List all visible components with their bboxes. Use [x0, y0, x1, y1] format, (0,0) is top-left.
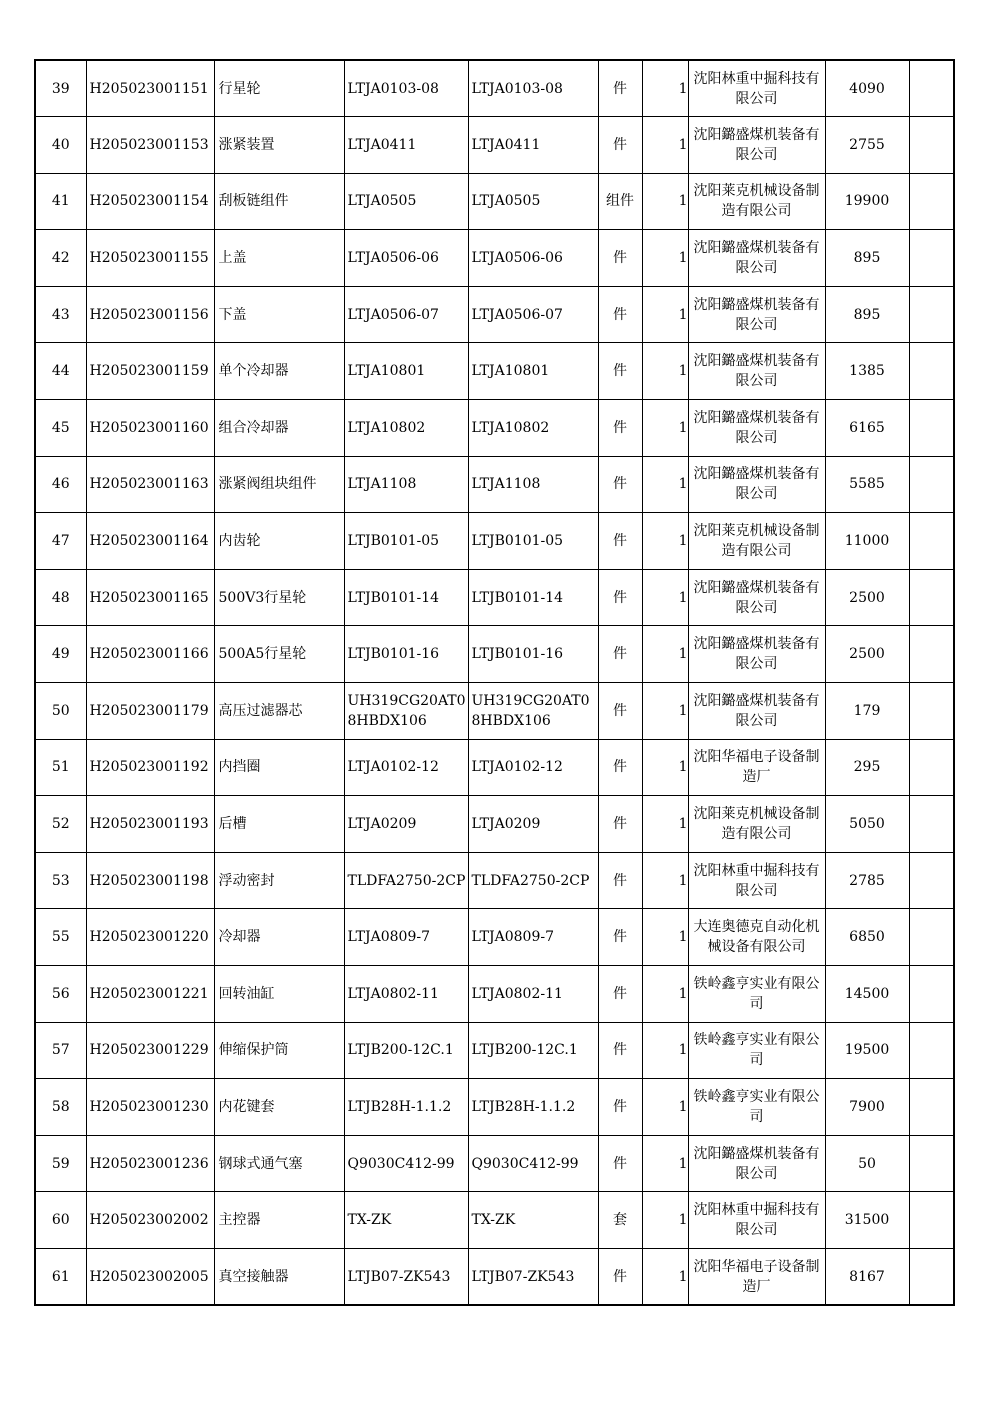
specification: LTJA0209 [344, 796, 468, 853]
row-number: 42 [35, 230, 86, 287]
unit: 套 [598, 1192, 642, 1249]
quantity: 1 [642, 1135, 688, 1192]
table-row [35, 230, 954, 287]
supplier: 铁岭鑫亨实业有限公司 [688, 1079, 825, 1136]
model-number: LTJB200-12C.1 [468, 1022, 598, 1079]
unit: 件 [598, 230, 642, 287]
part-name: 真空接触器 [214, 1248, 344, 1305]
remarks-cell [909, 626, 954, 683]
part-name: 刮板链组件 [214, 173, 344, 230]
row-number: 43 [35, 286, 86, 343]
table-row [35, 173, 954, 230]
table-row [35, 626, 954, 683]
price: 50 [825, 1135, 909, 1192]
model-number: LTJA1108 [468, 456, 598, 513]
supplier: 沈阳鏴盛煤机装备有限公司 [688, 286, 825, 343]
model-number: UH319CG20AT08HBDX106 [468, 683, 598, 740]
table-row [35, 1192, 954, 1249]
material-code: H205023001236 [86, 1135, 214, 1192]
price: 1385 [825, 343, 909, 400]
supplier: 沈阳林重中掘科技有限公司 [688, 852, 825, 909]
specification: TLDFA2750-2CP [344, 852, 468, 909]
table-row [35, 513, 954, 570]
price: 14500 [825, 966, 909, 1023]
model-number: LTJA0802-11 [468, 966, 598, 1023]
price: 2500 [825, 626, 909, 683]
table-row [35, 60, 954, 117]
part-name: 回转油缸 [214, 966, 344, 1023]
supplier: 沈阳华福电子设备制造厂 [688, 739, 825, 796]
table-row [35, 1135, 954, 1192]
unit: 件 [598, 343, 642, 400]
table-row [35, 796, 954, 853]
specification: LTJB07-ZK543 [344, 1248, 468, 1305]
unit: 件 [598, 117, 642, 174]
part-name: 500V3行星轮 [214, 569, 344, 626]
table-row [35, 456, 954, 513]
remarks-cell [909, 513, 954, 570]
remarks-cell [909, 683, 954, 740]
quantity: 1 [642, 173, 688, 230]
remarks-cell [909, 1079, 954, 1136]
supplier: 沈阳鏴盛煤机装备有限公司 [688, 230, 825, 287]
specification: UH319CG20AT08HBDX106 [344, 683, 468, 740]
remarks-cell [909, 343, 954, 400]
remarks-cell [909, 400, 954, 457]
model-number: LTJA0809-7 [468, 909, 598, 966]
remarks-cell [909, 456, 954, 513]
table-row [35, 400, 954, 457]
specification: LTJA0505 [344, 173, 468, 230]
table-body [35, 60, 954, 1305]
specification: TX-ZK [344, 1192, 468, 1249]
row-number: 60 [35, 1192, 86, 1249]
material-code: H205023001163 [86, 456, 214, 513]
specification: LTJA0802-11 [344, 966, 468, 1023]
price: 5050 [825, 796, 909, 853]
material-code: H205023001230 [86, 1079, 214, 1136]
price: 895 [825, 286, 909, 343]
unit: 件 [598, 456, 642, 513]
part-name: 上盖 [214, 230, 344, 287]
quantity: 1 [642, 796, 688, 853]
quantity: 1 [642, 60, 688, 117]
part-name: 内花键套 [214, 1079, 344, 1136]
supplier: 沈阳鏴盛煤机装备有限公司 [688, 117, 825, 174]
price: 7900 [825, 1079, 909, 1136]
remarks-cell [909, 230, 954, 287]
table-row [35, 966, 954, 1023]
model-number: LTJA0411 [468, 117, 598, 174]
material-code: H205023001220 [86, 909, 214, 966]
table-row [35, 1248, 954, 1305]
specification: Q9030C412-99 [344, 1135, 468, 1192]
part-name: 500A5行星轮 [214, 626, 344, 683]
remarks-cell [909, 796, 954, 853]
table-row [35, 343, 954, 400]
remarks-cell [909, 1022, 954, 1079]
table-row [35, 683, 954, 740]
unit: 件 [598, 626, 642, 683]
unit: 件 [598, 513, 642, 570]
supplier: 沈阳鏴盛煤机装备有限公司 [688, 456, 825, 513]
remarks-cell [909, 1248, 954, 1305]
unit: 组件 [598, 173, 642, 230]
material-code: H205023001192 [86, 739, 214, 796]
row-number: 56 [35, 966, 86, 1023]
table-row [35, 1079, 954, 1136]
model-number: LTJA0103-08 [468, 60, 598, 117]
price: 19900 [825, 173, 909, 230]
model-number: LTJA10802 [468, 400, 598, 457]
table-row [35, 117, 954, 174]
specification: LTJA0411 [344, 117, 468, 174]
supplier: 沈阳鏴盛煤机装备有限公司 [688, 683, 825, 740]
row-number: 49 [35, 626, 86, 683]
model-number: LTJB0101-14 [468, 569, 598, 626]
unit: 件 [598, 852, 642, 909]
material-code: H205023001165 [86, 569, 214, 626]
row-number: 39 [35, 60, 86, 117]
material-code: H205023002005 [86, 1248, 214, 1305]
unit: 件 [598, 1079, 642, 1136]
material-code: H205023001153 [86, 117, 214, 174]
material-code: H205023001159 [86, 343, 214, 400]
specification: LTJA0809-7 [344, 909, 468, 966]
material-code: H205023001154 [86, 173, 214, 230]
part-name: 冷却器 [214, 909, 344, 966]
model-number: LTJA0506-07 [468, 286, 598, 343]
specification: LTJA0103-08 [344, 60, 468, 117]
quantity: 1 [642, 400, 688, 457]
material-code: H205023001166 [86, 626, 214, 683]
supplier: 沈阳莱克机械设备制造有限公司 [688, 796, 825, 853]
price: 4090 [825, 60, 909, 117]
material-code: H205023001179 [86, 683, 214, 740]
supplier: 沈阳鏴盛煤机装备有限公司 [688, 400, 825, 457]
specification: LTJA0506-07 [344, 286, 468, 343]
price: 2785 [825, 852, 909, 909]
row-number: 40 [35, 117, 86, 174]
row-number: 48 [35, 569, 86, 626]
row-number: 61 [35, 1248, 86, 1305]
quantity: 1 [642, 1022, 688, 1079]
quantity: 1 [642, 739, 688, 796]
unit: 件 [598, 569, 642, 626]
unit: 件 [598, 286, 642, 343]
row-number: 58 [35, 1079, 86, 1136]
specification: LTJA0506-06 [344, 230, 468, 287]
remarks-cell [909, 966, 954, 1023]
quantity: 1 [642, 117, 688, 174]
remarks-cell [909, 60, 954, 117]
specification: LTJB200-12C.1 [344, 1022, 468, 1079]
unit: 件 [598, 1135, 642, 1192]
specification: LTJB28H-1.1.2 [344, 1079, 468, 1136]
quantity: 1 [642, 230, 688, 287]
model-number: LTJA10801 [468, 343, 598, 400]
material-code: H205023001193 [86, 796, 214, 853]
remarks-cell [909, 1192, 954, 1249]
unit: 件 [598, 60, 642, 117]
specification: LTJA1108 [344, 456, 468, 513]
supplier: 沈阳莱克机械设备制造有限公司 [688, 513, 825, 570]
parts-table [34, 59, 955, 1306]
part-name: 内挡圈 [214, 739, 344, 796]
specification: LTJA10802 [344, 400, 468, 457]
supplier: 沈阳鏴盛煤机装备有限公司 [688, 569, 825, 626]
quantity: 1 [642, 456, 688, 513]
material-code: H205023001151 [86, 60, 214, 117]
model-number: LTJB0101-05 [468, 513, 598, 570]
price: 31500 [825, 1192, 909, 1249]
unit: 件 [598, 1022, 642, 1079]
table-row [35, 852, 954, 909]
remarks-cell [909, 739, 954, 796]
model-number: TX-ZK [468, 1192, 598, 1249]
part-name: 钢球式通气塞 [214, 1135, 344, 1192]
row-number: 55 [35, 909, 86, 966]
unit: 件 [598, 796, 642, 853]
row-number: 46 [35, 456, 86, 513]
part-name: 主控器 [214, 1192, 344, 1249]
row-number: 57 [35, 1022, 86, 1079]
quantity: 1 [642, 569, 688, 626]
part-name: 高压过滤器芯 [214, 683, 344, 740]
row-number: 41 [35, 173, 86, 230]
remarks-cell [909, 173, 954, 230]
price: 895 [825, 230, 909, 287]
part-name: 单个冷却器 [214, 343, 344, 400]
table-row [35, 569, 954, 626]
remarks-cell [909, 569, 954, 626]
price: 11000 [825, 513, 909, 570]
row-number: 59 [35, 1135, 86, 1192]
part-name: 涨紧装置 [214, 117, 344, 174]
part-name: 后槽 [214, 796, 344, 853]
price: 19500 [825, 1022, 909, 1079]
part-name: 伸缩保护筒 [214, 1022, 344, 1079]
table-row [35, 739, 954, 796]
model-number: LTJA0102-12 [468, 739, 598, 796]
supplier: 沈阳华福电子设备制造厂 [688, 1248, 825, 1305]
price: 6850 [825, 909, 909, 966]
material-code: H205023001198 [86, 852, 214, 909]
model-number: LTJA0506-06 [468, 230, 598, 287]
row-number: 50 [35, 683, 86, 740]
supplier: 沈阳林重中掘科技有限公司 [688, 60, 825, 117]
remarks-cell [909, 117, 954, 174]
model-number: LTJA0505 [468, 173, 598, 230]
material-code: H205023002002 [86, 1192, 214, 1249]
unit: 件 [598, 739, 642, 796]
price: 2500 [825, 569, 909, 626]
unit: 件 [598, 400, 642, 457]
row-number: 52 [35, 796, 86, 853]
quantity: 1 [642, 1192, 688, 1249]
model-number: Q9030C412-99 [468, 1135, 598, 1192]
material-code: H205023001229 [86, 1022, 214, 1079]
model-number: LTJB28H-1.1.2 [468, 1079, 598, 1136]
price: 5585 [825, 456, 909, 513]
specification: LTJB0101-05 [344, 513, 468, 570]
supplier: 沈阳鏴盛煤机装备有限公司 [688, 626, 825, 683]
supplier: 铁岭鑫亨实业有限公司 [688, 1022, 825, 1079]
unit: 件 [598, 683, 642, 740]
material-code: H205023001221 [86, 966, 214, 1023]
material-code: H205023001155 [86, 230, 214, 287]
material-code: H205023001156 [86, 286, 214, 343]
part-name: 内齿轮 [214, 513, 344, 570]
quantity: 1 [642, 1248, 688, 1305]
specification: LTJA10801 [344, 343, 468, 400]
remarks-cell [909, 852, 954, 909]
specification: LTJA0102-12 [344, 739, 468, 796]
row-number: 53 [35, 852, 86, 909]
remarks-cell [909, 1135, 954, 1192]
price: 295 [825, 739, 909, 796]
table-row [35, 909, 954, 966]
specification: LTJB0101-14 [344, 569, 468, 626]
supplier: 沈阳林重中掘科技有限公司 [688, 1192, 825, 1249]
model-number: LTJB0101-16 [468, 626, 598, 683]
row-number: 45 [35, 400, 86, 457]
specification: LTJB0101-16 [344, 626, 468, 683]
supplier: 沈阳鏴盛煤机装备有限公司 [688, 343, 825, 400]
table-row [35, 1022, 954, 1079]
material-code: H205023001164 [86, 513, 214, 570]
remarks-cell [909, 286, 954, 343]
quantity: 1 [642, 343, 688, 400]
price: 6165 [825, 400, 909, 457]
supplier: 沈阳鏴盛煤机装备有限公司 [688, 1135, 825, 1192]
unit: 件 [598, 1248, 642, 1305]
quantity: 1 [642, 286, 688, 343]
supplier: 沈阳莱克机械设备制造有限公司 [688, 173, 825, 230]
material-code: H205023001160 [86, 400, 214, 457]
table-row [35, 286, 954, 343]
unit: 件 [598, 966, 642, 1023]
part-name: 组合冷却器 [214, 400, 344, 457]
model-number: LTJB07-ZK543 [468, 1248, 598, 1305]
price: 179 [825, 683, 909, 740]
row-number: 44 [35, 343, 86, 400]
remarks-cell [909, 909, 954, 966]
quantity: 1 [642, 909, 688, 966]
part-name: 行星轮 [214, 60, 344, 117]
quantity: 1 [642, 626, 688, 683]
quantity: 1 [642, 513, 688, 570]
part-name: 浮动密封 [214, 852, 344, 909]
quantity: 1 [642, 683, 688, 740]
model-number: TLDFA2750-2CP [468, 852, 598, 909]
quantity: 1 [642, 852, 688, 909]
part-name: 下盖 [214, 286, 344, 343]
supplier: 大连奥德克自动化机械设备有限公司 [688, 909, 825, 966]
price: 2755 [825, 117, 909, 174]
model-number: LTJA0209 [468, 796, 598, 853]
row-number: 51 [35, 739, 86, 796]
unit: 件 [598, 909, 642, 966]
quantity: 1 [642, 1079, 688, 1136]
row-number: 47 [35, 513, 86, 570]
part-name: 涨紧阀组块组件 [214, 456, 344, 513]
supplier: 铁岭鑫亨实业有限公司 [688, 966, 825, 1023]
quantity: 1 [642, 966, 688, 1023]
price: 8167 [825, 1248, 909, 1305]
